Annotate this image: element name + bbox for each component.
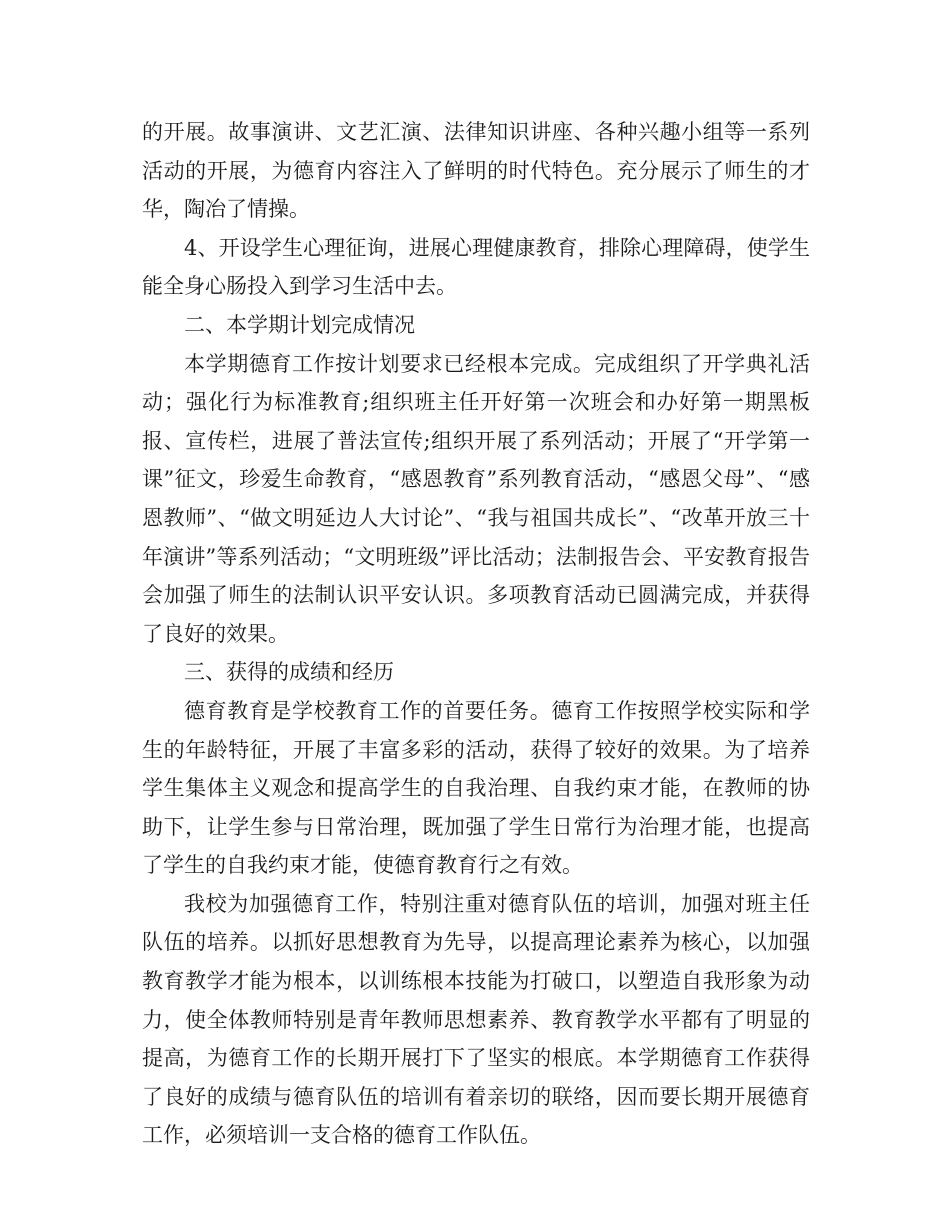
paragraph-team-training: 我校为加强德育工作，特别注重对德育队伍的培训，加强对班主任队伍的培养。以抓好思想教育为先导，以提高理论素养为核心，以加强教育教学才能为根本，以训练根本技能为打破口，以塑造自我形象为动力，使全体教师特别是青年教师思想素养、教育教学水平都有了明显的提高，为德育工作的长期开展打下了坚实的根底。本学期德育工作获得了良好的成绩与德育队伍的培训有着亲切的联络，因而要长期开展德育工作，必须培训一支合格的德育工作队伍。 (142, 891, 810, 1148)
paragraph-moral-education: 德育教育是学校教育工作的首要任务。德育工作按照学校实际和学生的年龄特征，开展了丰富多彩的活动，获得了较好的效果。为了培养学生集体主义观念和提高学生的自我治理、自我约束才能，在教师的协助下，让学生参与日常治理，既加强了学生日常行为治理才能，也提高了学生的自我约束才能，使德育教育行之有效。 (142, 698, 810, 878)
paragraph-item-4: 4、开设学生心理征询，进展心理健康教育，排除心理障碍，使学生能全身心肠投入到学习生活中去。 (142, 235, 810, 299)
paragraph-plan-completion: 本学期德育工作按计划要求已经根本完成。完成组织了开学典礼活动；强化行为标准教育;组织班主任开好第一次班会和办好第一期黑板报、宣传栏，进展了普法宣传;组织开展了系列活动；开展了“开学第一课”征文，珍爱生命教育，“感恩教育”系列教育活动，“感恩父母”、“感恩教师”、“做文明延边人大讨论”、“我与祖国共成长”、“改革开放三十年演讲”等系列活动；“文明班级”评比活动；法制报告会、平安教育报告会加强了师生的法制认识平安认识。多项教育活动已圆满完成，并获得了良好的效果。 (142, 351, 810, 646)
section-heading-2: 二、本学期计划完成情况 (184, 312, 415, 337)
section-heading-3: 三、获得的成绩和经历 (184, 660, 394, 685)
paragraph-continuation: 的开展。故事演讲、文艺汇演、法律知识讲座、各种兴趣小组等一系列活动的开展，为德育内容注入了鲜明的时代特色。充分展示了师生的才华，陶冶了情操。 (142, 120, 810, 222)
document-body (142, 113, 810, 1155)
